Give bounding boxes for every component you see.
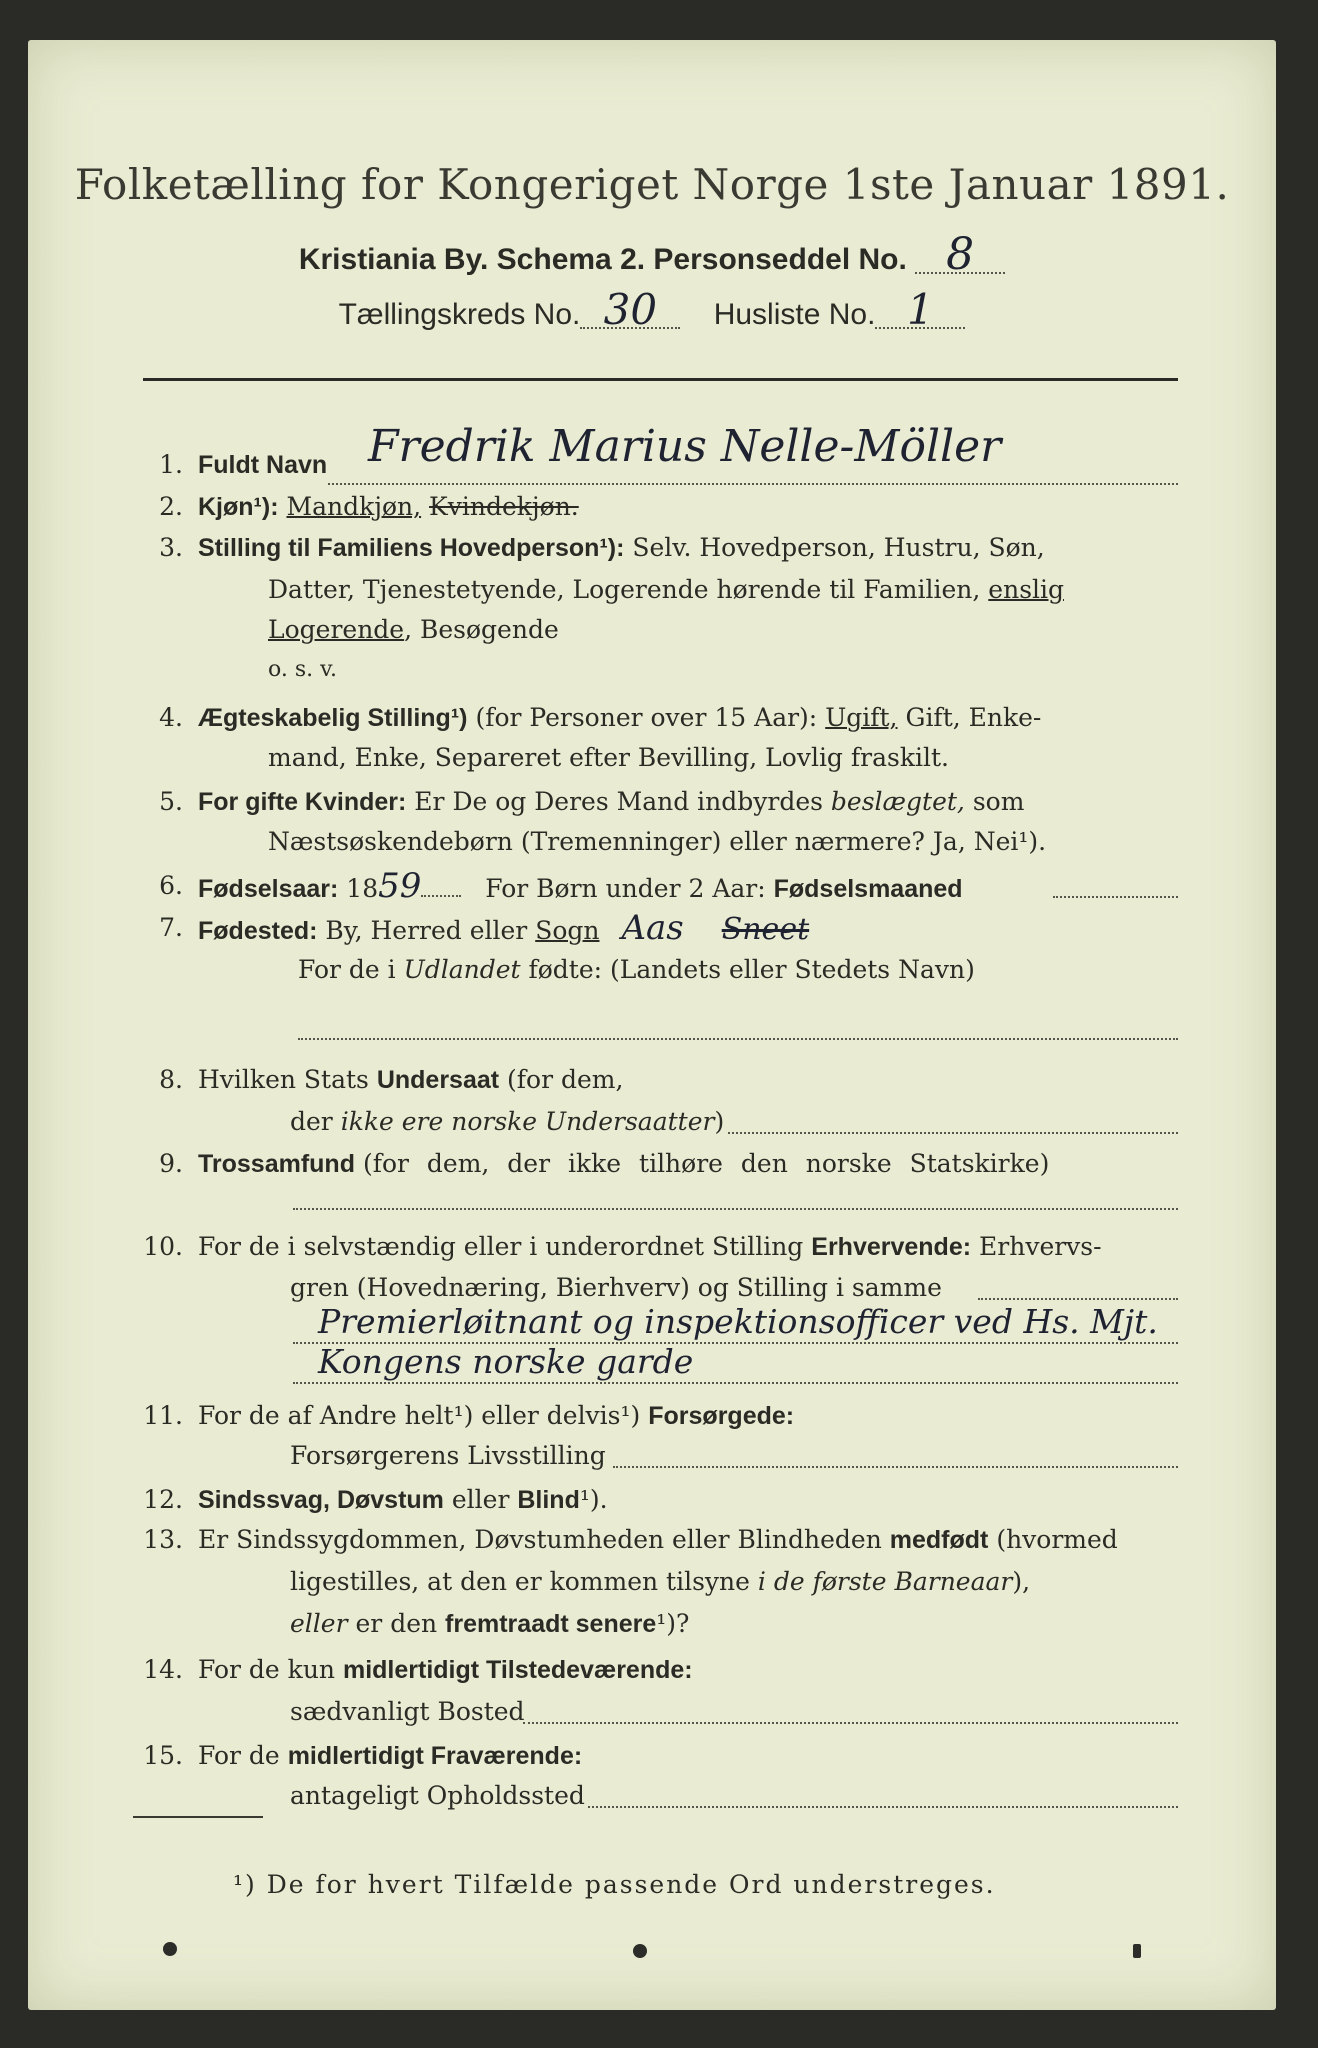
q11-forsorgede: Forsørgede: xyxy=(648,1402,795,1430)
schema-line xyxy=(28,229,1276,280)
ink-spot xyxy=(1133,1944,1141,1958)
q4-number: 4. xyxy=(159,703,183,732)
q1-answer: Fredrik Marius Nelle-Möller xyxy=(368,421,1002,472)
form-title: Folketælling for Kongeriget Norge 1ste Januar 1891. xyxy=(74,160,1230,209)
q12-tail: ¹). xyxy=(579,1485,608,1514)
q7-struck-answer: Sneet xyxy=(721,912,810,947)
schema-label: Kristiania By. Schema 2. Personseddel No. xyxy=(298,243,907,276)
q15-text: For de xyxy=(198,1741,280,1770)
q8-ikke-norske: ikke ere norske Undersaatter xyxy=(340,1107,715,1136)
q6-label: Fødselsaar: xyxy=(198,875,339,903)
q8-dotted-line xyxy=(728,1132,1178,1134)
q5-options: Næstsøskendebørn (Tremenninger) eller nærmere? Ja, Nei¹). xyxy=(268,827,1047,856)
q5-beslaegtet: beslægtet, xyxy=(830,787,965,816)
ink-spot xyxy=(633,1944,647,1958)
q6-prefix: 18 xyxy=(346,874,379,903)
q12-label: Sindssvag, Døvstum xyxy=(198,1486,444,1514)
q7-udland-suffix: fødte: (Landets eller Stedets Navn) xyxy=(528,955,975,984)
q6-fodselsmaaned: Fødselsmaaned xyxy=(773,875,963,903)
q14-tilstedevaerende: midlertidigt Tilstedeværende: xyxy=(342,1656,693,1684)
q11-livsstilling: Forsørgerens Livsstilling xyxy=(290,1441,606,1470)
q14-bosted: sædvanligt Bosted xyxy=(290,1697,525,1726)
q8-number: 8. xyxy=(159,1065,183,1094)
q3-logerende: Logerende xyxy=(268,615,405,644)
q6-dotted-line xyxy=(1053,896,1178,898)
q15-number: 15. xyxy=(143,1741,183,1770)
q10-erhvervende: Erhvervende: xyxy=(811,1233,972,1261)
q5-label: For gifte Kvinder: xyxy=(198,788,407,816)
q3-osv: o. s. v. xyxy=(268,657,337,682)
q3-line-1 xyxy=(198,528,1178,568)
footnote: ¹) De for hvert Tilfælde passende Ord understreges. xyxy=(233,1870,996,1899)
q8-undersaat: Undersaat xyxy=(376,1066,500,1094)
ink-spot xyxy=(163,1942,177,1956)
q10-answer-1: Premierløitnant og inspektionsofficer ved Hs. Mjt. xyxy=(318,1302,1158,1341)
q13-medfodt: medfødt xyxy=(889,1526,989,1554)
q4-options-2: mand, Enke, Separeret efter Bevilling, Lovlig fraskilt. xyxy=(268,743,949,772)
q15-opholdssted: antageligt Opholdssted xyxy=(290,1781,585,1810)
census-form: Folketælling for Kongeriget Norge 1ste Januar 1891. Kristiania By. Schema 2. Personseddel No. 8 Tællingskreds No. 30 Husliste No. 1 1. Fuldt Navn Fredrik Marius Nelle-Möller 2. Kjøn¹): Mandkjøn, Kvindekjøn. 3. Stilling til Familiens Hovedperson¹): Selv. Hovedperson, Hustru, Søn, Datter, Tjenestetyende, Logerende hørende til Familien, enslig Logerende, Besøgende o. s. v. 4. Ægteskabelig Stilling¹) (for Personer over 15 Aar): Ugift, Gift, Enke- mand, Enke, Separeret efter Bevilling, Lovlig fraskilt. 5. For gifte Kvinder: Er De og Deres Mand indbyrdes beslægtet, som Næstsøskendebørn (Tremenninger) eller nærmere? Ja, Nei¹). 6. Fødselsaar: 1859 For Børn under 2 Aar: Fødselsmaaned 7. Fødested: By, Herred eller Sogn Aas Sneet For de i Udlandet fødte: (Landets eller Stedets Navn) 8. Hvilken Stats Undersaat (for dem, der ikke ere norske Undersaatter) 9. Trossamfund (for dem, der ikke tilhøre den norske Statskirke) 10. For de i selvstændig eller i underordnet Stilling Erhvervende: Erhvervs- gren (Hovednæring, Bierhverv) og Stilling i samme Premierløitnant og inspektionsofficer ved Hs. Mjt. Kongens norske garde 11. For de af Andre helt¹) eller delvis¹) Forsørgede: Forsørgerens Livsstilling 12. Sindssvag, Døvstum eller Blind¹). 13. Er Sindssygdommen, Døvstumheden eller Blindheden medfødt (hvormed ligestilles, at den er kommen tilsyne i de første Barneaar), eller er den fremtraadt senere¹)? 14. For de kun midlertidigt Tilstedeværende: sædvanligt Bosted 15. For de midlertidigt Fraværende: antageligt Opholdssted ¹) De for hvert Tilfælde passende Ord understreges. xyxy=(28,40,1276,2010)
q6-born-label: For Børn under 2 Aar: xyxy=(485,874,766,903)
q10-text-2: Erhvervs- xyxy=(979,1232,1102,1261)
q10-text-3: gren (Hovednæring, Bierhverv) og Stilling i samme xyxy=(290,1273,942,1302)
q3-enslig: enslig xyxy=(988,575,1065,604)
q3-label: Stilling til Familiens Hovedperson¹): xyxy=(198,534,625,562)
personseddel-number: 8 xyxy=(915,238,1005,274)
q3-besogende: , Besøgende xyxy=(404,615,559,644)
q7-label: Fødested: xyxy=(198,917,318,945)
q4-condition: (for Personer over 15 Aar): xyxy=(475,703,818,732)
q9-number: 9. xyxy=(159,1149,183,1178)
kreds-label: Tællingskreds No. xyxy=(338,298,581,331)
q7-options: By, Herred eller xyxy=(325,916,528,945)
q9-text: (for dem, der ikke tilhøre den norske Statskirke) xyxy=(362,1149,1050,1178)
kreds-line xyxy=(28,285,1276,334)
q2-number: 2. xyxy=(159,492,183,521)
q3-options-2: Datter, Tjenestetyende, Logerende hørende til Familien, xyxy=(268,575,981,604)
q13-text-2: ligestilles, at den er kommen tilsyne xyxy=(290,1567,750,1596)
q2-option-female: Kvindekjøn. xyxy=(429,492,579,521)
q7-sogn: Sogn xyxy=(535,916,600,945)
q3-options-1: Selv. Hovedperson, Hustru, Søn, xyxy=(632,533,1045,562)
q10-text-1: For de i selvstændig eller i underordnet Stilling xyxy=(198,1232,804,1261)
header-rule xyxy=(143,378,1178,381)
q11-number: 11. xyxy=(143,1401,183,1430)
q13-text-1: Er Sindssygdommen, Døvstumheden eller Blindheden xyxy=(198,1525,882,1554)
q1-label: Fuldt Navn xyxy=(198,451,328,479)
q7-number: 7. xyxy=(159,913,183,942)
footnote-rule xyxy=(133,1816,263,1818)
q12-number: 12. xyxy=(143,1485,183,1514)
q4-options-1: Gift, Enke- xyxy=(905,703,1042,732)
q10-answer-2: Kongens norske garde xyxy=(318,1342,694,1381)
q13-eller: eller xyxy=(290,1609,348,1638)
q8-text-2: (for dem, xyxy=(507,1065,624,1094)
q5-number: 5. xyxy=(159,787,183,816)
q6-number: 6. xyxy=(159,871,183,900)
q13-er-den: er den xyxy=(355,1609,438,1638)
q5-som: som xyxy=(972,787,1025,816)
husliste-label: Husliste No. xyxy=(713,298,876,331)
q1-dotted-line xyxy=(328,483,1178,485)
q3-number: 3. xyxy=(159,533,183,562)
q2-label: Kjøn¹): xyxy=(198,493,279,521)
q13-hvormed: (hvormed xyxy=(996,1525,1118,1554)
q11-text: For de af Andre helt¹) eller delvis¹) xyxy=(198,1401,641,1430)
q14-number: 14. xyxy=(143,1655,183,1684)
q4-ugift: Ugift, xyxy=(825,703,898,732)
q7-dotted-line xyxy=(298,1038,1178,1040)
q14-text: For de kun xyxy=(198,1655,336,1684)
q13-fremtraadt: fremtraadt senere xyxy=(445,1610,657,1638)
kreds-number: 30 xyxy=(580,293,680,329)
q9-label: Trossamfund xyxy=(198,1150,355,1178)
q7-answer: Aas xyxy=(621,908,684,948)
q5-question: Er De og Deres Mand indbyrdes xyxy=(414,787,823,816)
q1-number: 1. xyxy=(159,450,183,479)
q12-blind: Blind xyxy=(517,1486,580,1514)
q13-barneaar: i de første Barneaar xyxy=(757,1567,1013,1596)
q13-number: 13. xyxy=(143,1525,183,1554)
q12-eller: eller xyxy=(451,1485,510,1514)
q7-udland-prefix: For de i xyxy=(298,955,396,984)
q8-der: der xyxy=(290,1107,333,1136)
q2-option-male: Mandkjøn, xyxy=(286,492,422,521)
husliste-number: 1 xyxy=(875,293,965,329)
q4-label: Ægteskabelig Stilling¹) xyxy=(198,704,468,732)
q13-tail: ¹)? xyxy=(656,1609,690,1638)
q9-dotted-line xyxy=(293,1208,1178,1210)
q10-number: 10. xyxy=(143,1232,183,1261)
q8-text-1: Hvilken Stats xyxy=(198,1065,369,1094)
q7-udlandet: Udlandet xyxy=(403,955,521,984)
q15-fravaerende: midlertidigt Fraværende: xyxy=(287,1742,583,1770)
q2-text xyxy=(198,487,1178,527)
q6-answer: 59 xyxy=(378,866,422,906)
q13-paren: ), xyxy=(1012,1567,1031,1596)
